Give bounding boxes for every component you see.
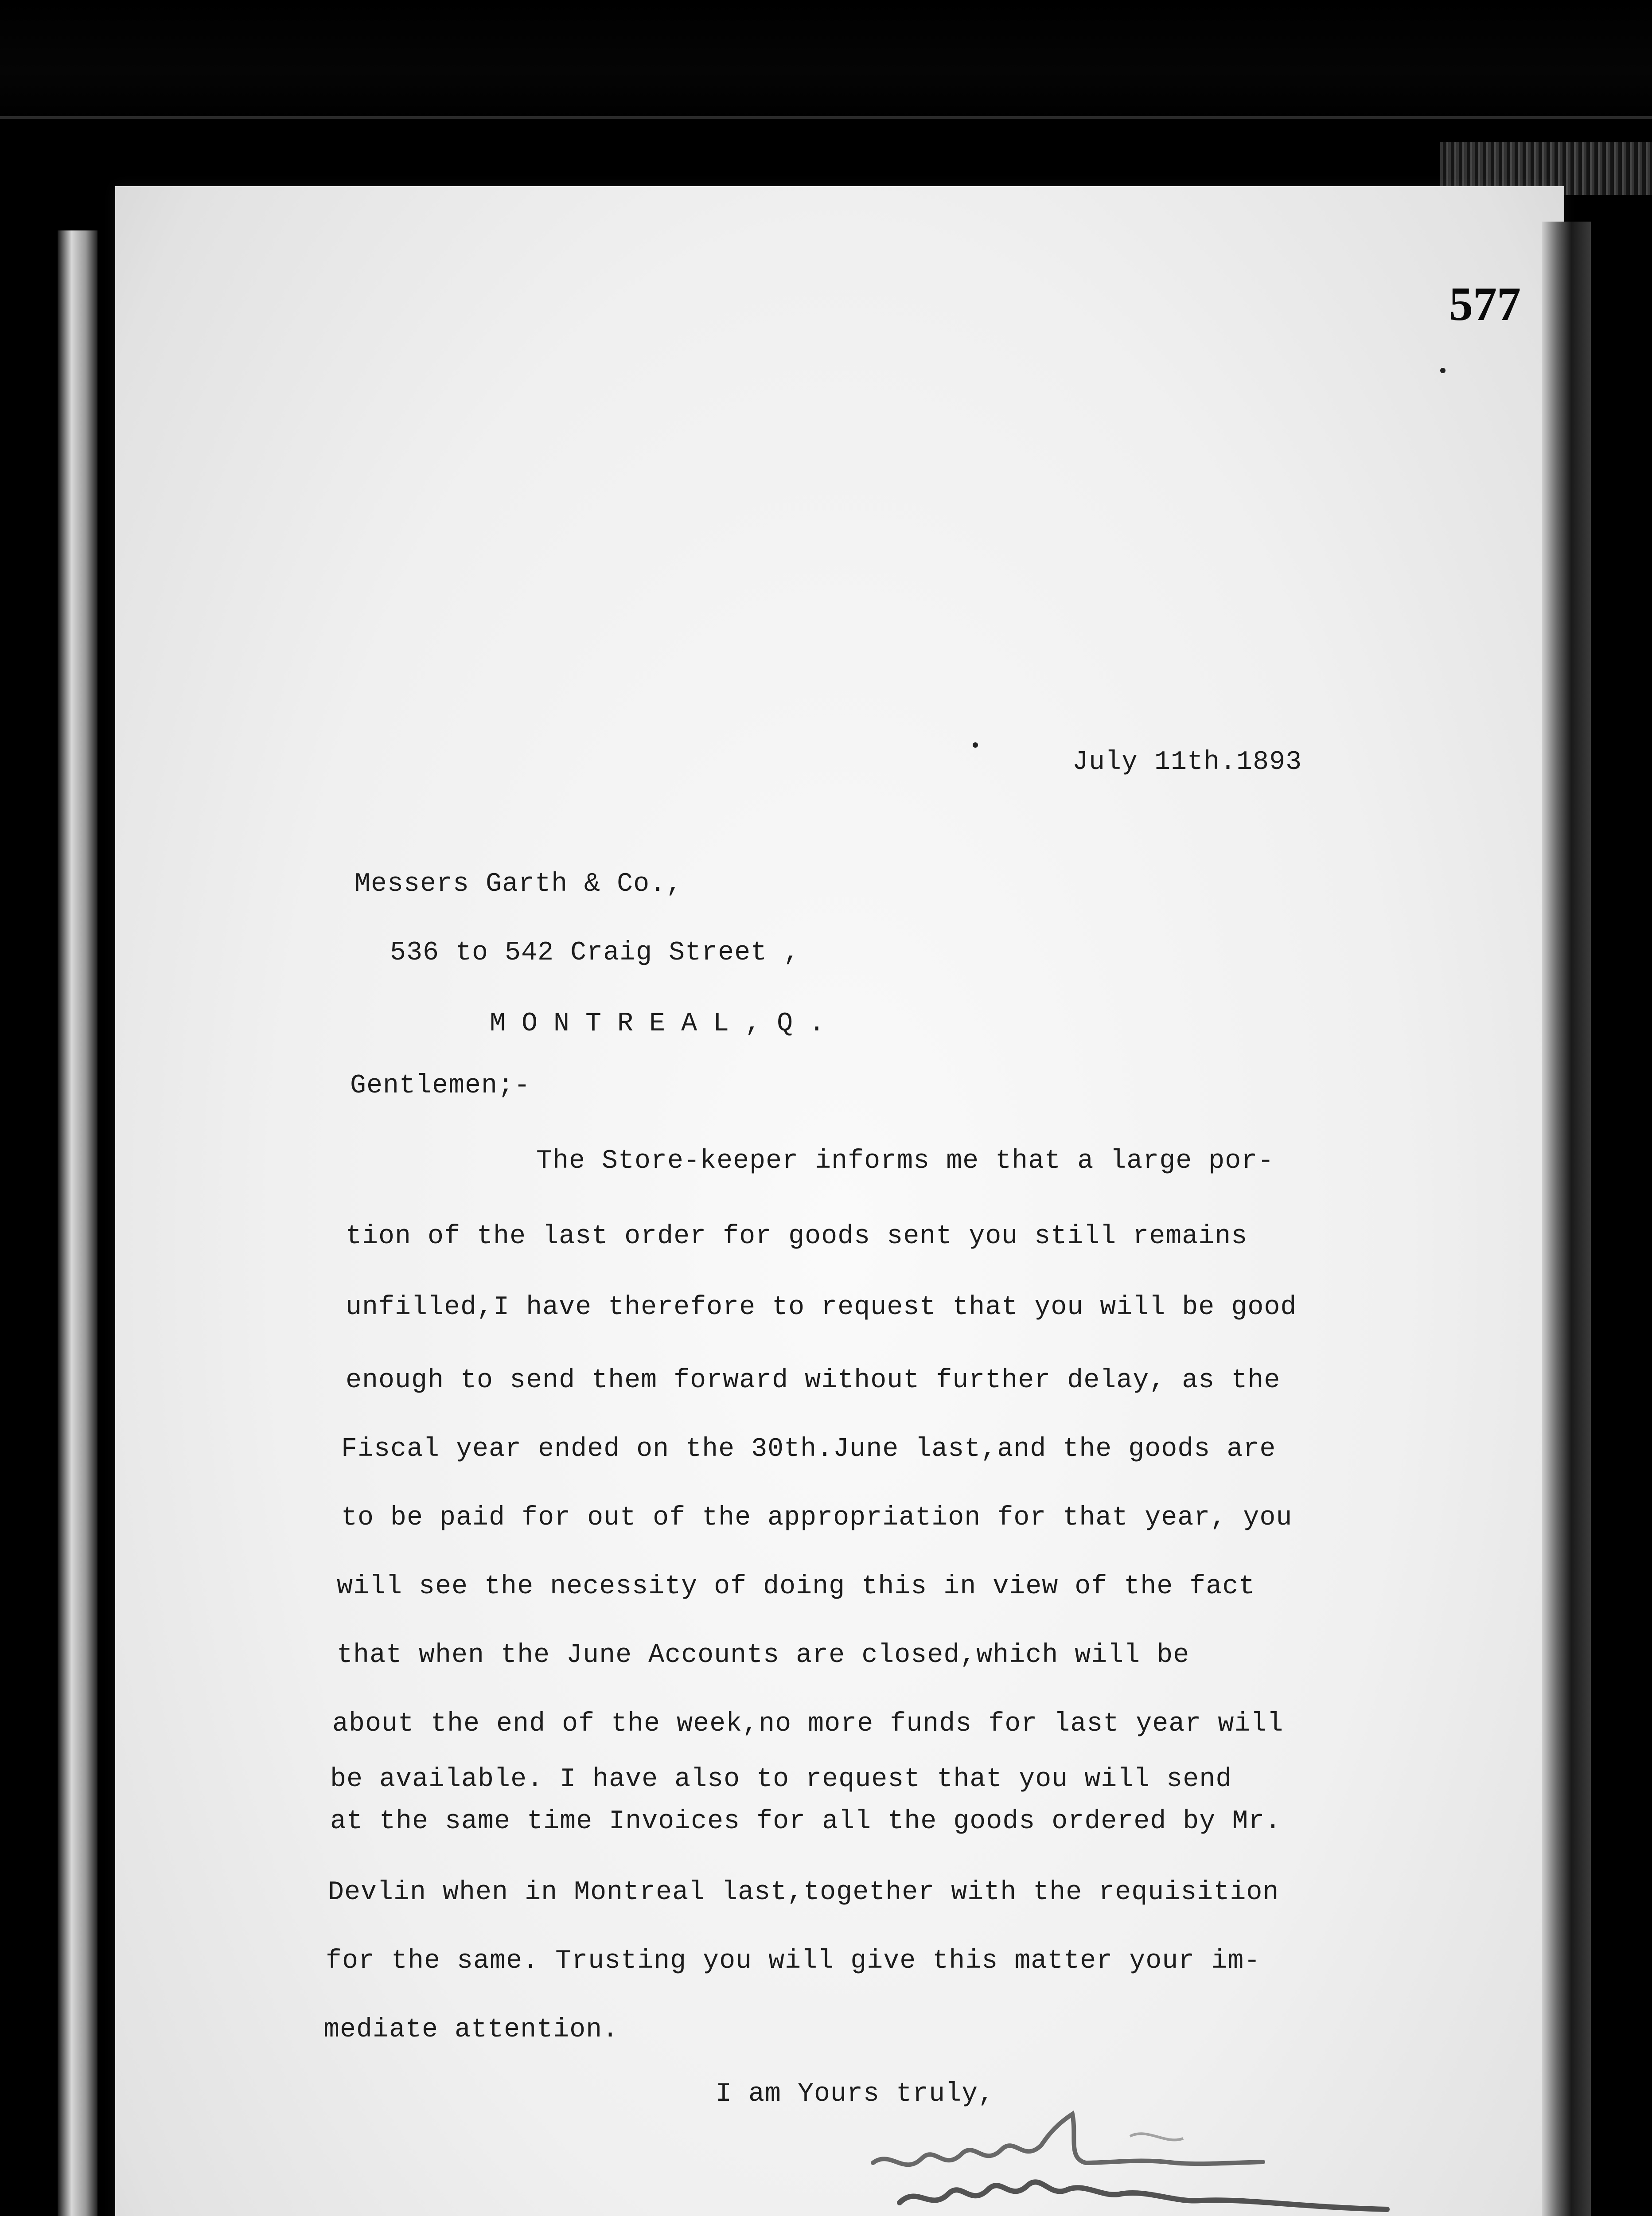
body-line: mediate attention. bbox=[323, 2015, 619, 2045]
page-number: 577 bbox=[1449, 278, 1521, 331]
recipient-city: M O N T R E A L , Q . bbox=[490, 1009, 825, 1039]
body-line: for the same. Trusting you will give this matter your im- bbox=[326, 1946, 1261, 1976]
handwritten-signature bbox=[864, 2096, 1396, 2216]
film-rule-line bbox=[0, 116, 1652, 119]
recipient-street: 536 to 542 Craig Street , bbox=[390, 938, 800, 968]
body-line: tion of the last order for goods sent you still remains bbox=[346, 1221, 1248, 1252]
body-line: to be paid for out of the appropriation for that year, you bbox=[341, 1503, 1293, 1533]
body-line: will see the necessity of doing this in view of the fact bbox=[337, 1572, 1255, 1602]
body-line: that when the June Accounts are closed,which will be bbox=[337, 1640, 1190, 1670]
body-line: unfilled,I have therefore to request that you will be good bbox=[346, 1292, 1297, 1323]
film-top-band bbox=[0, 0, 1652, 120]
stray-dot bbox=[1440, 368, 1446, 373]
recipient-name: Messers Garth & Co., bbox=[355, 869, 683, 899]
letter-date: July 11th.1893 bbox=[1072, 747, 1302, 777]
page-edge-left bbox=[58, 230, 97, 2216]
stray-dot bbox=[973, 742, 978, 748]
letter-page bbox=[115, 186, 1564, 2216]
body-line: Fiscal year ended on the 30th.June last,and the goods are bbox=[341, 1434, 1276, 1464]
body-line: enough to send them forward without further delay, as the bbox=[346, 1365, 1281, 1396]
page-edge-right bbox=[1542, 222, 1591, 2216]
body-line: Devlin when in Montreal last,together with the requisition bbox=[328, 1877, 1279, 1908]
body-line: about the end of the week,no more funds for last year will bbox=[332, 1709, 1284, 1739]
body-line: be available. I have also to request that you will send bbox=[330, 1764, 1232, 1795]
body-line: The Store-keeper informs me that a large por- bbox=[536, 1146, 1274, 1176]
body-line: at the same time Invoices for all the goods ordered by Mr. bbox=[330, 1806, 1282, 1837]
closing: I am Yours truly, bbox=[716, 2079, 995, 2109]
salutation: Gentlemen;- bbox=[350, 1071, 531, 1101]
